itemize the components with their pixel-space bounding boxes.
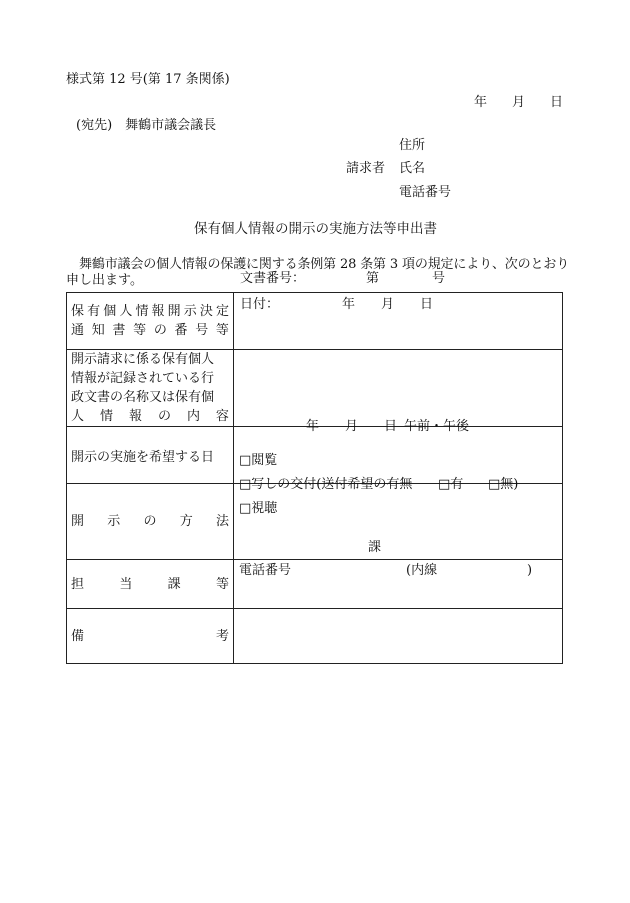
label-document-line-3: 政文書の名称又は保有個 (71, 390, 215, 405)
requester-label: 請求者 (346, 161, 386, 176)
label-notice-line-2: 通 知 書 等 の 番 号 等 (71, 323, 229, 338)
date-month: 月 (512, 95, 526, 110)
table-row-method (67, 484, 563, 560)
desired-ampm[interactable]: 午前・午後 (404, 419, 470, 434)
notice-date-month: 月 (381, 297, 395, 312)
addressee: (宛先) 舞鶴市議会議長 (76, 118, 217, 133)
notice-date-year: 年 (342, 297, 356, 312)
label-notice-line-1: 保 有 個 人 情 報 開 示 決 定 (71, 304, 229, 319)
document-title: 保有個人情報の開示の実施方法等申出書 (194, 221, 437, 237)
requester-phone-label: 電話番号 (399, 185, 452, 200)
table-row-remarks (67, 609, 563, 664)
table-row-department (67, 560, 563, 609)
label-method: 開 示 の 方 法 (67, 484, 234, 560)
doc-number-gou: 号 (432, 271, 446, 286)
desired-year: 年 (306, 419, 320, 434)
notice-date-day: 日 (420, 297, 434, 312)
date-year: 年 (474, 95, 488, 110)
desired-day: 日 (384, 419, 398, 434)
intro-line-1: 舞鶴市議会の個人情報の保護に関する条例第 28 条第 3 項の規定により、次のとおり (79, 257, 570, 272)
field-notice-number[interactable] (234, 271, 563, 350)
date-day: 日 (550, 95, 564, 110)
table-row-desired-date (67, 427, 563, 484)
notice-date-label: 日付： (240, 297, 280, 312)
method-option-listen[interactable]: □視聴 (239, 501, 278, 516)
table-row-document-name (67, 350, 563, 427)
doc-number-label: 文書番号： (240, 271, 306, 286)
label-notice-number (67, 293, 234, 350)
label-remarks: 備 考 (67, 609, 234, 664)
field-method (234, 453, 563, 560)
label-department: 担 当 課 等 (67, 560, 234, 609)
intro-paragraph (66, 257, 570, 289)
method-option-view[interactable]: □閲覧 (239, 453, 278, 468)
label-document-line-4: 人 情 報 の 内 容 (71, 409, 229, 424)
field-desired-date[interactable] (234, 419, 563, 484)
method-option-copy[interactable]: □写しの交付(送付希望の有無 (239, 477, 413, 492)
requester-name-label: 氏名 (399, 161, 426, 176)
intro-line-2: 申し出ます。 (66, 273, 143, 288)
department-phone-label: 電話番号 (239, 563, 292, 578)
field-department[interactable] (234, 540, 563, 609)
label-desired-date: 開示の実施を希望する日 (67, 427, 234, 484)
requester-address-label: 住所 (399, 138, 426, 153)
department-extension-close: ) (527, 563, 533, 578)
desired-month: 月 (345, 419, 359, 434)
table-row-notice (67, 293, 563, 350)
field-remarks[interactable] (234, 609, 563, 664)
department-ka: 課 (368, 540, 382, 555)
method-option-copy-no[interactable]: □無) (488, 477, 519, 492)
department-extension-label: (内線 (406, 563, 438, 578)
label-document-line-2: 情報が記録されている行 (71, 371, 215, 386)
field-document-name[interactable] (234, 350, 563, 427)
form-number: 様式第 12 号(第 17 条関係) (66, 72, 230, 87)
label-document-line-1: 開示請求に係る保有個人 (71, 352, 215, 367)
method-option-copy-yes[interactable]: □有 (438, 477, 464, 492)
doc-number-dai: 第 (366, 271, 380, 286)
label-document-name (67, 350, 234, 427)
